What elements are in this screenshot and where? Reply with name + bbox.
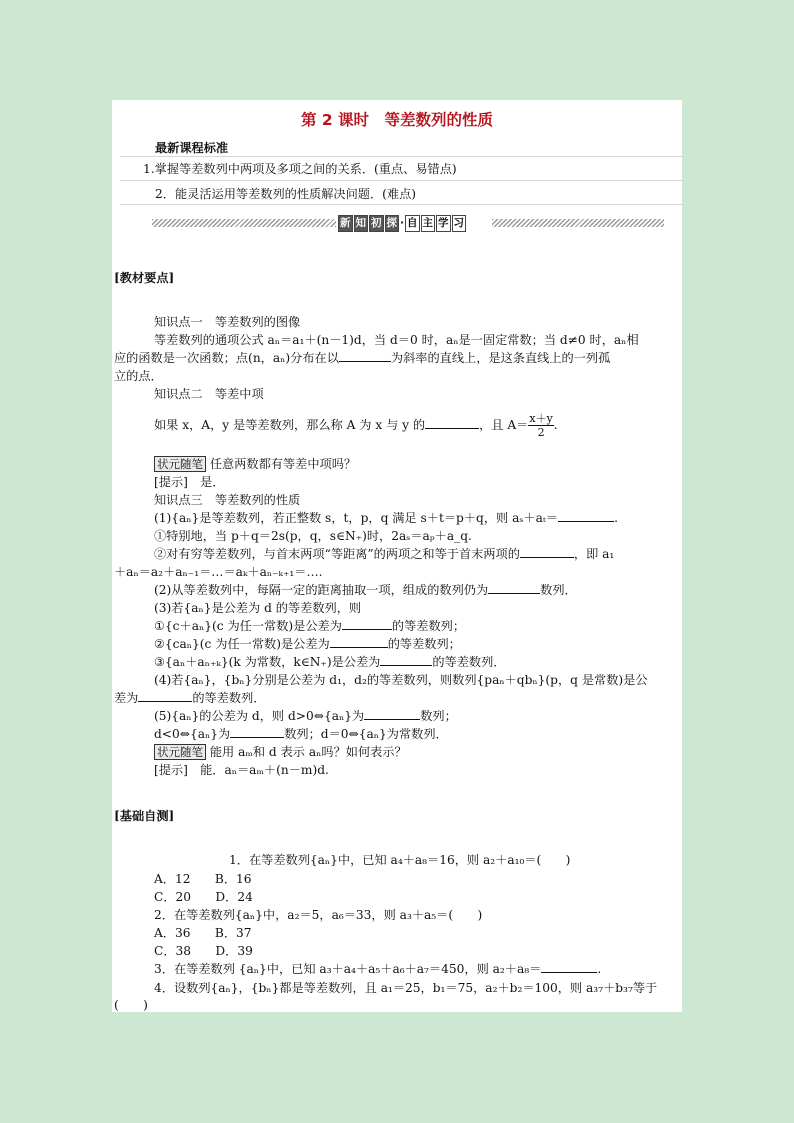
section-heading-textbook-points: [教材要点] bbox=[114, 271, 175, 285]
question-2: 2．在等差数列{aₙ}中，a₂＝5，a₆＝33，则 a₃＋a₅＝( ) bbox=[154, 908, 483, 922]
kp3-property-2 bbox=[154, 582, 577, 598]
kp3-property-4-cont bbox=[114, 690, 266, 706]
section-banner bbox=[152, 214, 664, 234]
fraction-numerator: x＋y bbox=[529, 412, 553, 425]
kp3-text-end: 数列；d＝0⇔{aₙ}为常数列． bbox=[284, 727, 448, 741]
kp3-property-3b bbox=[154, 636, 461, 652]
question-3-text: 3．在等差数列 {aₙ}中，已知 a₃＋a₄＋a₅＋a₆＋a₇＝450，则 a₂＋a₈＝ bbox=[154, 962, 542, 976]
kp3-property-3: (3)若{aₙ}是公差为 d 的等差数列，则 bbox=[154, 601, 362, 615]
kp3-text-end: . bbox=[614, 511, 618, 525]
kp3-text-end: 数列． bbox=[540, 583, 577, 597]
banner-char: 自 bbox=[405, 215, 420, 232]
standard-item-2: 2．能灵活运用等差数列的性质解决问题．(难点) bbox=[155, 187, 417, 201]
banner-dot: · bbox=[400, 217, 404, 229]
note-question: 任意两数都有等差中项吗？ bbox=[209, 457, 357, 471]
divider bbox=[120, 156, 682, 157]
note-1 bbox=[154, 456, 356, 472]
kp3-text: ①{c＋aₙ}(c 为任一常数)是公差为 bbox=[154, 619, 342, 633]
kp3-property-1b-cont: ＋aₙ＝a₂＋aₙ₋₁＝…＝aₖ＋aₙ₋ₖ₊₁＝…. bbox=[114, 565, 323, 579]
kp3-text: (2)从等差数列中，每隔一定的距离抽取一项，组成的数列仍为 bbox=[154, 583, 489, 597]
section-heading-self-test: [基础自测] bbox=[114, 809, 175, 823]
kp1-line-2 bbox=[114, 350, 610, 366]
note-badge: 状元随笔 bbox=[154, 744, 206, 760]
question-2-options-cd: C．38 D．39 bbox=[154, 944, 253, 958]
question-1-options-ab: A．12 B．16 bbox=[154, 872, 252, 886]
fraction bbox=[528, 412, 553, 439]
kp2-line-1 bbox=[154, 410, 558, 440]
kp3-text-end: 的等差数列． bbox=[192, 691, 266, 705]
fraction-denominator: 2 bbox=[537, 426, 545, 439]
knowledge-point-2-heading: 知识点二 等差中项 bbox=[154, 387, 264, 401]
question-4-cont: ( ) bbox=[114, 998, 148, 1012]
fill-blank bbox=[425, 417, 479, 429]
fill-blank bbox=[330, 636, 388, 648]
banner-char: 主 bbox=[421, 215, 436, 232]
knowledge-point-3-heading: 知识点三 等差数列的性质 bbox=[154, 493, 301, 507]
page-title: 第 2 课时 等差数列的性质 bbox=[300, 111, 494, 129]
banner-stripe-right bbox=[492, 219, 664, 227]
note-badge: 状元随笔 bbox=[154, 456, 206, 472]
fill-blank bbox=[520, 546, 574, 558]
kp3-text: (5){aₙ}的公差为 d，则 d>0⇔{aₙ}为 bbox=[154, 709, 365, 723]
kp3-property-4: (4)若{aₙ}，{bₙ}分别是公差为 d₁，d₂的等差数列，则数列{paₙ＋qbₙ}(p，q 是常数)是公 bbox=[154, 673, 648, 687]
standard-item-1: 1.掌握等差数列中两项及多项之间的关系．(重点、易错点) bbox=[143, 162, 457, 176]
fill-blank bbox=[230, 726, 284, 738]
kp3-property-3c bbox=[154, 654, 505, 670]
kp3-property-1 bbox=[154, 510, 618, 526]
question-2-options-ab: A．36 B．37 bbox=[154, 926, 252, 940]
question-3-end: . bbox=[597, 962, 602, 976]
standards-heading: 最新课程标准 bbox=[155, 141, 229, 155]
kp3-text: d<0⇔{aₙ}为 bbox=[154, 727, 231, 741]
kp3-property-3a bbox=[154, 618, 465, 634]
kp2-text-mid: ，且 A＝ bbox=[479, 418, 529, 432]
banner-char: 习 bbox=[452, 215, 467, 232]
banner-stripe-left bbox=[152, 219, 336, 227]
banner-char: 知 bbox=[354, 215, 369, 232]
fill-blank bbox=[380, 654, 432, 666]
kp1-line-2-text-end: 为斜率的直线上，是这条直线上的一列孤 bbox=[390, 351, 611, 365]
fill-blank bbox=[342, 618, 392, 630]
note-1-answer: [提示] 是． bbox=[154, 475, 225, 489]
kp3-text-end: 的等差数列； bbox=[391, 619, 466, 633]
note-2-answer: [提示] 能．aₙ＝aₘ＋(n－m)d. bbox=[154, 763, 329, 777]
fill-blank bbox=[364, 708, 420, 720]
banner-char: 学 bbox=[436, 215, 451, 232]
divider bbox=[120, 180, 682, 181]
kp3-property-5-cont bbox=[154, 726, 448, 742]
kp3-property-1b bbox=[154, 546, 614, 562]
fill-blank bbox=[138, 690, 192, 702]
note-question: 能用 aₘ和 d 表示 aₙ吗？如何表示？ bbox=[209, 745, 407, 759]
knowledge-point-1-heading: 知识点一 等差数列的图像 bbox=[154, 315, 301, 329]
banner-char: 初 bbox=[369, 215, 384, 232]
kp1-line-3: 立的点． bbox=[114, 369, 163, 383]
kp3-text: 差为 bbox=[114, 691, 139, 705]
kp3-text: ③{aₙ＋aₙ₊ₖ}(k 为常数，k∈N₊)是公差为 bbox=[154, 655, 381, 669]
question-4: 4．设数列{aₙ}，{bₙ}都是等差数列，且 a₁＝25，b₁＝75，a₂＋b₂＝100，则 a₃₇＋b₃₇等于 bbox=[154, 981, 658, 995]
kp2-text: 如果 x，A，y 是等差数列，那么称 A 为 x 与 y 的 bbox=[154, 418, 426, 432]
kp1-line-1: 等差数列的通项公式 aₙ＝a₁＋(n－1)d，当 d＝0 时，aₙ是一固定常数；当 d≠0 时，aₙ相 bbox=[154, 333, 639, 347]
document-page bbox=[112, 100, 682, 1012]
fill-blank bbox=[488, 582, 540, 594]
fill-blank bbox=[541, 961, 597, 973]
kp3-text-end: 数列； bbox=[420, 709, 457, 723]
question-1: 1．在等差数列{aₙ}中，已知 a₄＋a₈＝16，则 a₂＋a₁₀＝( ) bbox=[229, 853, 571, 867]
kp2-text-end: . bbox=[553, 418, 558, 432]
fill-blank bbox=[558, 510, 614, 522]
kp3-property-1a: ①特别地，当 p＋q＝2s(p，q，s∈N₊)时，2aₛ＝aₚ＋a_q. bbox=[154, 529, 472, 543]
fill-blank bbox=[339, 350, 391, 362]
note-2 bbox=[154, 744, 407, 760]
kp3-text-end: 的等差数列． bbox=[432, 655, 506, 669]
question-1-options-cd: C．20 D．24 bbox=[154, 890, 253, 904]
banner-char: 探 bbox=[385, 215, 400, 232]
kp3-text: (1){aₙ}是等差数列，若正整数 s，t，p，q 满足 s＋t＝p＋q，则 aₛ＋aₜ＝ bbox=[154, 511, 559, 525]
question-3 bbox=[154, 961, 601, 977]
kp3-text: ②{caₙ}(c 为任一常数)是公差为 bbox=[154, 637, 330, 651]
kp3-property-5 bbox=[154, 708, 457, 724]
banner-label bbox=[338, 215, 488, 232]
kp3-text-end: ，即 a₁ bbox=[573, 547, 615, 561]
divider bbox=[120, 204, 682, 205]
banner-char: 新 bbox=[338, 215, 353, 232]
kp3-text-end: 的等差数列； bbox=[387, 637, 461, 651]
kp1-line-2-text: 应的函数是一次函数；点(n，aₙ)分布在以 bbox=[114, 351, 339, 365]
kp3-text: ②对有穷等差数列，与首末两项“等距离”的两项之和等于首末两项的 bbox=[154, 547, 520, 561]
